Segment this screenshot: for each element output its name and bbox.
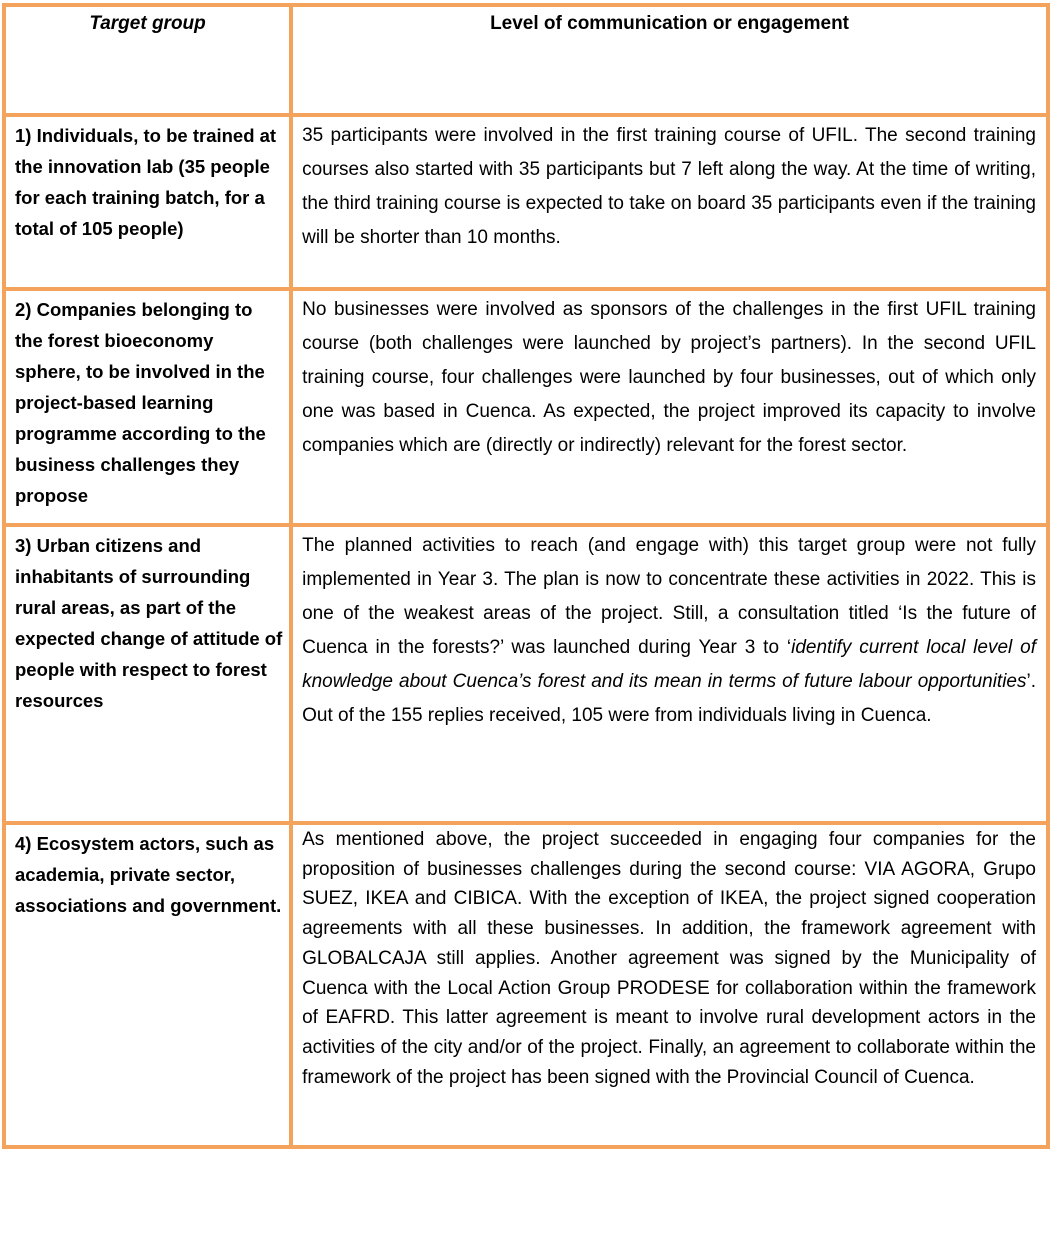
- row-text: No businesses were involved as sponsors of the challenges in the first UFIL training course (both challenges were launched by project’s partners). In the second UFIL training course, four challenges were launched by four businesses, out of which only one was based in Cuenca. As expected, the project improved its capacity to involve companies which are (directly or indirectly) relevant for the forest sector.: [291, 289, 1048, 525]
- header-row: [4, 5, 1048, 115]
- row-text-part: ’. Out of the 155 replies received, 105 were from individuals living in Cuenca.: [302, 671, 1036, 726]
- engagement-table: [2, 3, 1050, 1149]
- row-text-quote: identify current local level of knowledge about Cuenca’s forest and its mean in terms of future labour opportunities: [302, 637, 1036, 692]
- row-text: 35 participants were involved in the first training course of UFIL. The second training courses also started with 35 participants but 7 left along the way. At the time of writing, the third training course is expected to take on board 35 participants even if the training will be shorter than 10 months.: [291, 115, 1048, 289]
- table-row: [4, 289, 1048, 525]
- table-row: [4, 115, 1048, 289]
- table-row: [4, 525, 1048, 823]
- table-row: [4, 823, 1048, 1147]
- row-text-part: The planned activities to reach (and engage with) this target group were not fully implemented in Year 3. The plan is now to concentrate these activities in 2022. This is one of the weakest areas of the project. Still, a consultation titled ‘Is the future of Cuenca in the forests?’ was launched during Year 3 to ‘: [302, 535, 1036, 658]
- row-text: [291, 525, 1048, 823]
- row-label: 3) Urban citizens and inhabitants of surrounding rural areas, as part of the expected change of attitude of people with respect to forest resources: [4, 525, 291, 823]
- row-text: As mentioned above, the project succeeded in engaging four companies for the proposition of businesses challenges during the second course: VIA AGORA, Grupo SUEZ, IKEA and CIBICA. With the exception of IKEA, the project signed cooperation agreements with all these businesses. In addition, the framework agreement with GLOBALCAJA still applies. Another agreement was signed by the Municipality of Cuenca with the Local Action Group PRODESE for collaboration within the framework of EAFRD. This latter agreement is meant to involve rural development actors in the activities of the city and/or of the project. Finally, an agreement to collaborate within the framework of the project has been signed with the Provincial Council of Cuenca.: [291, 823, 1048, 1147]
- header-target-group: Target group: [4, 5, 291, 115]
- row-label: 2) Companies belonging to the forest bioeconomy sphere, to be involved in the project-based learning programme according to the business challenges they propose: [4, 289, 291, 525]
- row-label: 1) Individuals, to be trained at the innovation lab (35 people for each training batch, for a total of 105 people): [4, 115, 291, 289]
- header-level: Level of communication or engagement: [291, 5, 1048, 115]
- row-label: 4) Ecosystem actors, such as academia, private sector, associations and government.: [4, 823, 291, 1147]
